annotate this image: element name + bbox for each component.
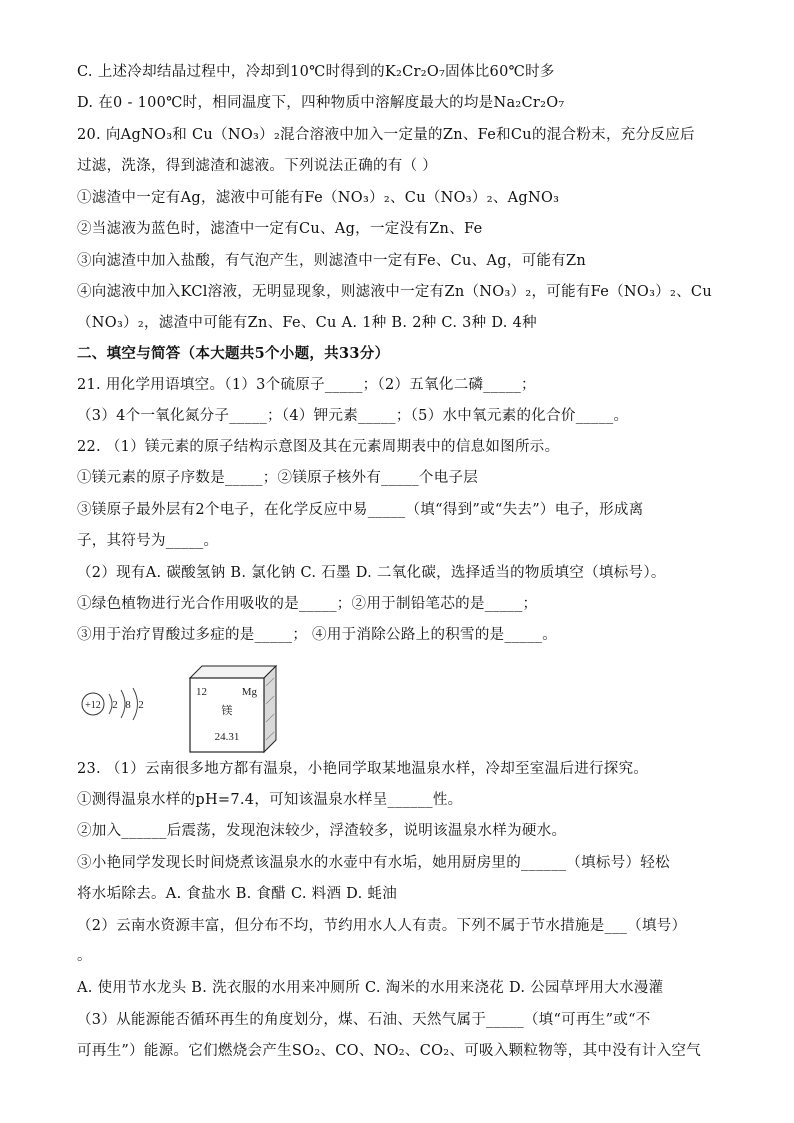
question-23-part-2: （2）云南水资源丰富，但分布不均，节约用水人人有责。下列不属于节水措施是___（填号） xyxy=(77,918,687,934)
question-23-part-2-period: 。 xyxy=(77,948,92,964)
question-23-item-3: ③小艳同学发现长时间烧煮该温泉水的水壶中有水垢，她用厨房里的______（填标号）轻松 xyxy=(77,855,670,871)
question-23-part-2-options: A. 使用节水龙头 B. 洗衣服的水用来冲厕所 C. 淘米的水用来浇花 D. 公园草坪用大水漫灌 xyxy=(77,980,664,996)
question-23-item-1: ①测得温泉水样的pH=7.4，可知该温泉水样呈______性。 xyxy=(77,792,463,808)
element-name: 镁 xyxy=(221,704,233,717)
question-23-item-2: ②加入______后震荡，发现泡沫较少，浮渣较多，说明该温泉水样为硬水。 xyxy=(77,823,567,839)
shell-electrons-3: 2 xyxy=(138,699,144,711)
cube-top-face xyxy=(190,666,276,678)
question-20-statement-2: ②当滤液为蓝色时，滤渣中一定有Cu、Ag，一定没有Zn、Fe xyxy=(77,221,483,237)
question-22-item-3-cont: 子，其符号为_____。 xyxy=(77,533,219,549)
question-23-stem: 23. （1）云南很多地方都有温泉，小艳同学取某地温泉水样，冷却至室温后进行探究。 xyxy=(77,761,649,777)
question-21-line-2: （3）4个一氧化氮分子_____；（4）钾元素_____；（5）水中氧元素的化合价_____。 xyxy=(77,408,629,424)
shell-electrons-2: 8 xyxy=(125,699,131,711)
question-22-part-2-items-b: ③用于治疗胃酸过多症的是_____； ④用于消除公路上的积雪的是_____。 xyxy=(77,627,558,643)
question-20-options: （NO₃）₂，滤渣中可能有Zn、Fe、Cu A. 1种 B. 2种 C. 3种 D. 4种 xyxy=(77,315,537,331)
cube-side-face xyxy=(264,666,276,752)
question-22-item-1: ①镁元素的原子序数是_____；②镁原子核外有_____个电子层 xyxy=(77,470,479,486)
nucleus-charge: +12 xyxy=(85,700,101,711)
question-23-part-3-cont: 可再生”）能源。它们燃烧会产生SO₂、CO、NO₂、CO₂、可吸入颗粒物等，其中没有计入空气 xyxy=(77,1043,702,1059)
option-d-line: D. 在0 - 100℃时，相同温度下，四种物质中溶解度最大的均是Na₂Cr₂O₇ xyxy=(77,95,565,111)
question-20-stem: 20. 向AgNO₃和 Cu（NO₃）₂混合溶液中加入一定量的Zn、Fe和Cu的混合粉末，充分反应后 xyxy=(77,127,695,143)
magnesium-figure xyxy=(76,664,286,754)
question-22-part-2: （2）现有A. 碳酸氢钠 B. 氯化钠 C. 石墨 D. 二氧化碳，选择适当的物质填空（填标号）。 xyxy=(77,565,666,581)
question-20-statement-1: ①滤渣中一定有Ag，滤液中可能有Fe（NO₃）₂、Cu（NO₃）₂、AgNO₃ xyxy=(77,190,560,206)
shell-electrons-1: 2 xyxy=(112,699,118,711)
question-20-statement-4: ④向滤液中加入KCl溶液，无明显现象，则滤液中一定有Zn（NO₃）₂，可能有Fe（NO₃）₂、Cu xyxy=(77,284,712,300)
shell-arc-3 xyxy=(133,688,138,720)
atom-structure-diagram xyxy=(82,688,144,720)
option-c-line: C. 上述冷却结晶过程中，冷却到10℃时得到的K₂Cr₂O₇固体比60℃时多 xyxy=(77,64,555,80)
atomic-mass: 24.31 xyxy=(214,731,240,743)
question-23-item-3-options: 将水垢除去。A. 食盐水 B. 食醋 C. 料酒 D. 蚝油 xyxy=(77,886,398,902)
question-22-part-2-items-a: ①绿色植物进行光合作用吸收的是_____；②用于制铅笔芯的是_____； xyxy=(77,596,538,612)
question-22-item-3: ③镁原子最外层有2个电子，在化学反应中易_____（填“得到”或“失去”）电子，形成离 xyxy=(77,502,644,518)
element-symbol: Mg xyxy=(241,686,257,698)
question-20-statement-3: ③向滤渣中加入盐酸，有气泡产生，则滤渣中一定有Fe、Cu、Ag，可能有Zn xyxy=(77,253,587,269)
question-20-stem-cont: 过滤，洗涤，得到滤渣和滤液。下列说法正确的有（ ） xyxy=(77,158,438,174)
question-22-stem: 22. （1）镁元素的原子结构示意图及其在元素周期表中的信息如图所示。 xyxy=(77,439,560,455)
question-21-line-1: 21. 用化学用语填空。（1）3个硫原子_____；（2）五氧化二磷_____； xyxy=(77,377,536,393)
question-23-part-3: （3）从能源能否循环再生的角度划分，煤、石油、天然气属于_____（填“可再生”或“不 xyxy=(77,1012,651,1028)
periodic-table-cell xyxy=(190,666,276,752)
section-2-heading: 二、填空与简答（本大题共5个小题，共33分） xyxy=(77,345,390,362)
atomic-number: 12 xyxy=(196,686,207,698)
